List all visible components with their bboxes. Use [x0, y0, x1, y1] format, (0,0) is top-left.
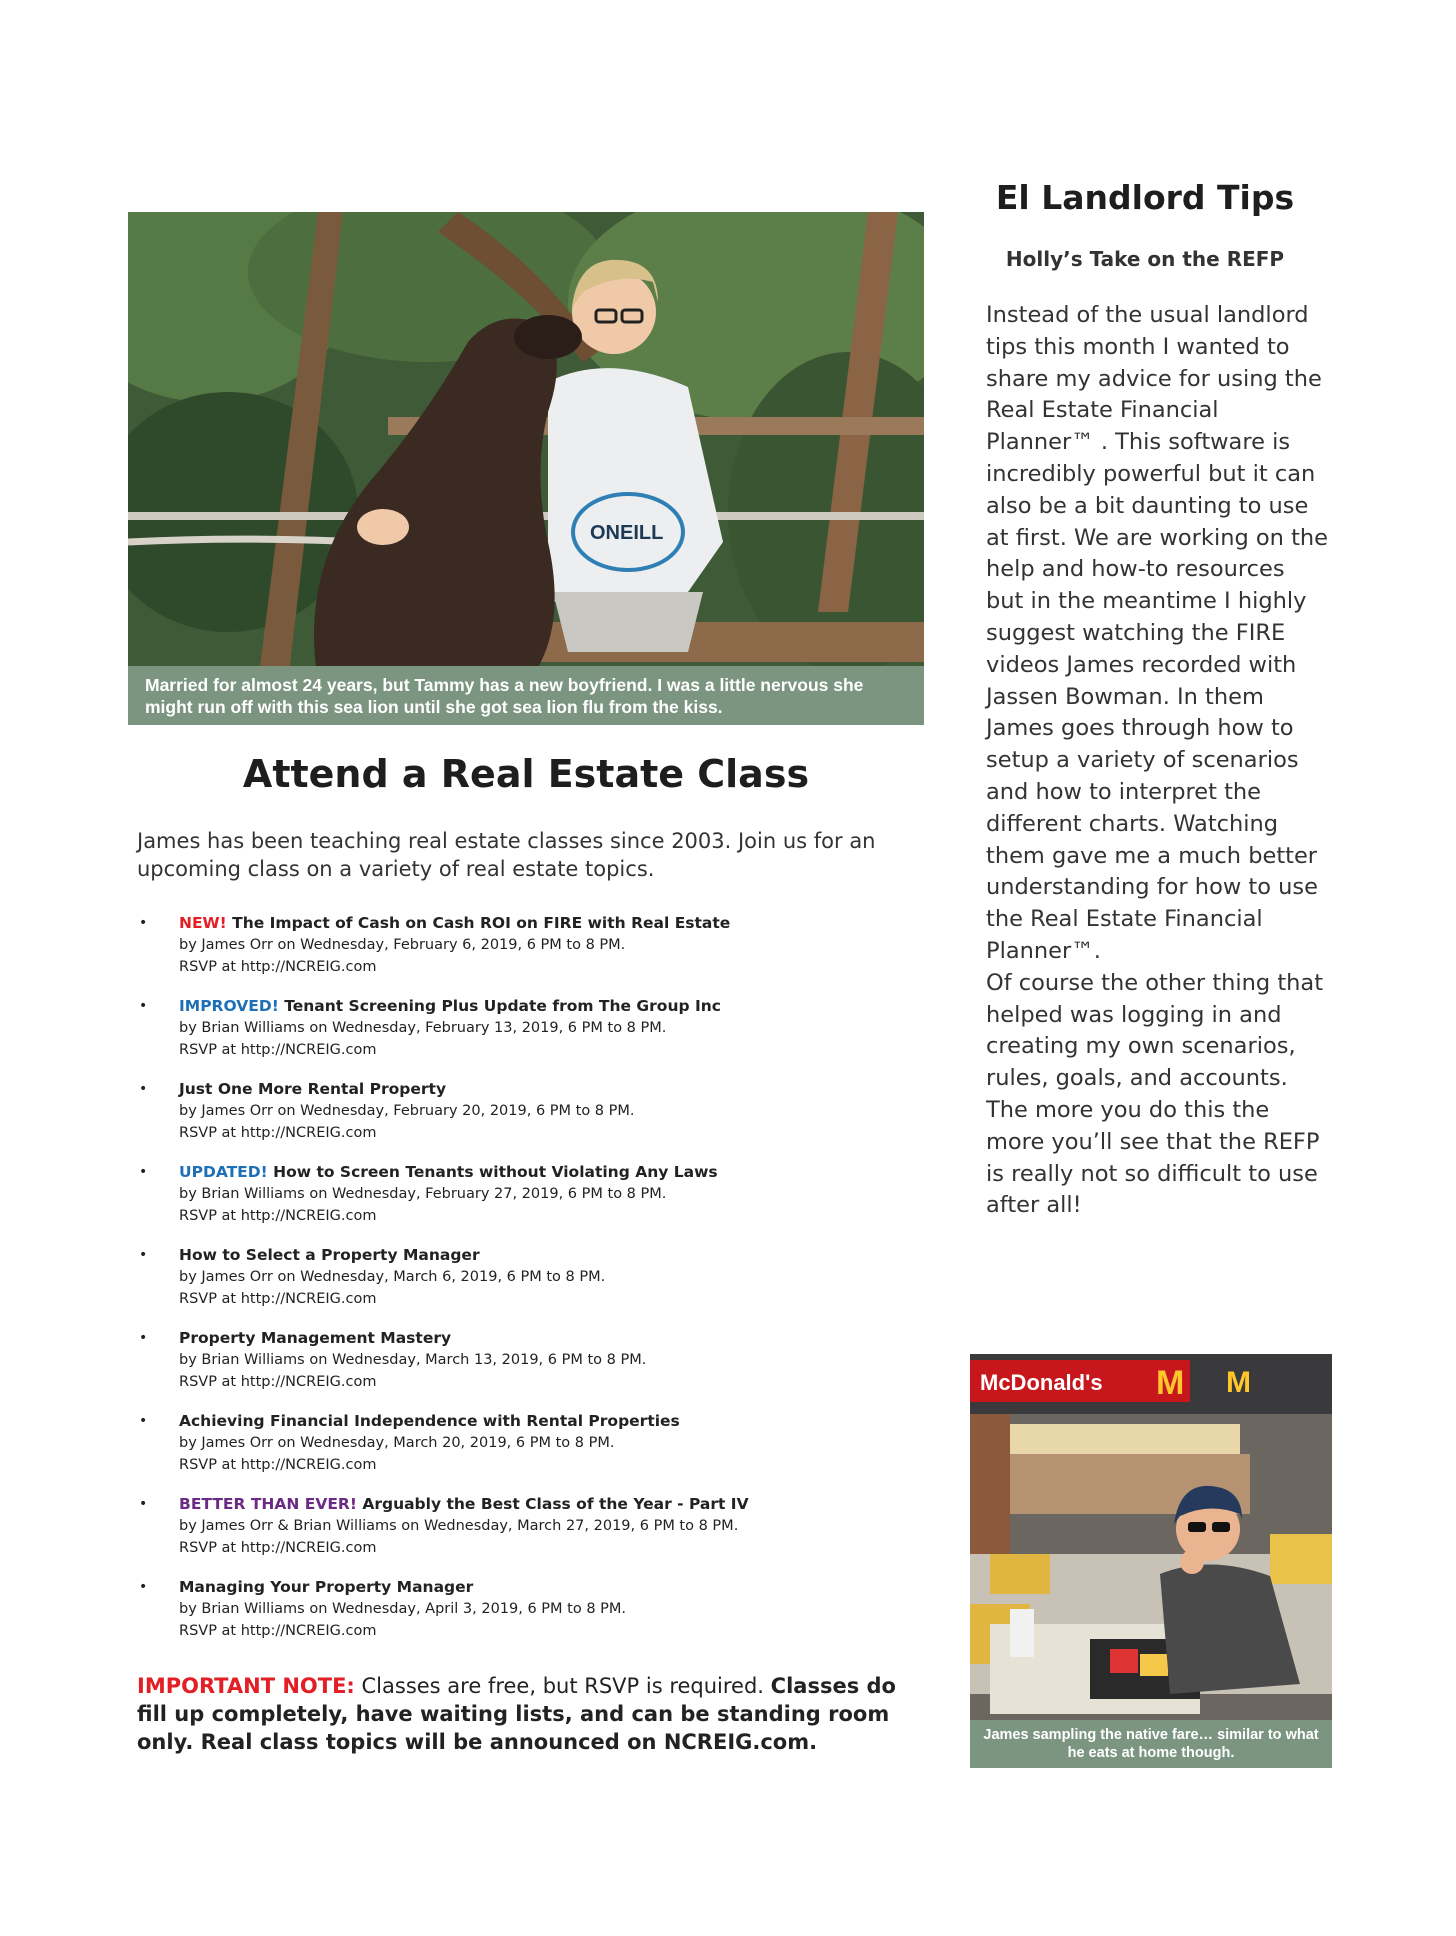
class-byline: by James Orr on Wednesday, February 6, 2019, 6 PM to 8 PM.: [179, 937, 626, 953]
class-rsvp-link[interactable]: RSVP at http://NCREIG.com: [179, 1291, 377, 1307]
class-title-text: Arguably the Best Class of the Year - Part IV: [362, 1495, 749, 1513]
important-note-label: IMPORTANT NOTE:: [137, 1674, 355, 1698]
class-title: Achieving Financial Independence with Rental Properties: [179, 1412, 680, 1430]
tips-heading: El Landlord Tips: [995, 178, 1295, 217]
class-title-text: Tenant Screening Plus Update from The Group Inc: [284, 997, 721, 1015]
class-title: [179, 1493, 917, 1515]
class-title: [179, 1161, 917, 1183]
class-rsvp-link[interactable]: RSVP at http://NCREIG.com: [179, 1457, 377, 1473]
svg-text:M: M: [1226, 1366, 1251, 1399]
mcdonalds-photo: [970, 1354, 1332, 1768]
class-rsvp-link[interactable]: RSVP at http://NCREIG.com: [179, 1623, 377, 1639]
class-byline: by James Orr on Wednesday, February 20, 2019, 6 PM to 8 PM.: [179, 1103, 635, 1119]
class-title-text: How to Screen Tenants without Violating Any Laws: [273, 1163, 718, 1181]
class-item-2: [137, 995, 917, 1078]
class-item-9: [137, 1576, 917, 1659]
list-bullet: •: [139, 1247, 148, 1263]
list-bullet: •: [139, 1496, 148, 1512]
class-item-1: [137, 912, 917, 995]
mcdonalds-photo-caption: James sampling the native fare… similar to what he eats at home though.: [970, 1720, 1332, 1768]
class-byline: by Brian Williams on Wednesday, February 27, 2019, 6 PM to 8 PM.: [179, 1186, 667, 1202]
mcdonalds-photo-illustration: [970, 1354, 1332, 1768]
better-than-ever-tag: BETTER THAN EVER!: [179, 1495, 357, 1513]
class-item-4: [137, 1161, 917, 1244]
class-title: Managing Your Property Manager: [179, 1578, 474, 1596]
list-bullet: •: [139, 1164, 148, 1180]
class-byline: by James Orr on Wednesday, March 6, 2019, 6 PM to 8 PM.: [179, 1269, 606, 1285]
class-list: [137, 912, 917, 1659]
mcdonalds-sign-text: McDonald's: [980, 1370, 1103, 1395]
list-bullet: •: [139, 1081, 148, 1097]
list-bullet: •: [139, 915, 148, 931]
class-item-6: [137, 1327, 917, 1410]
svg-text:M: M: [1156, 1364, 1185, 1402]
tips-paragraph-2: Of course the other thing that helped was logging in and creating my own scenarios, rules, goals, and accounts. The more you do this the more you’ll see that the REFP is really not so difficult to use after all!: [986, 969, 1324, 1219]
sea-lion-photo: [128, 212, 924, 725]
important-note: [137, 1672, 917, 1756]
class-byline: by James Orr & Brian Williams on Wednesday, March 27, 2019, 6 PM to 8 PM.: [179, 1518, 739, 1534]
updated-tag: UPDATED!: [179, 1163, 268, 1181]
class-title: Just One More Rental Property: [179, 1080, 447, 1098]
class-rsvp-link[interactable]: RSVP at http://NCREIG.com: [179, 1208, 377, 1224]
class-byline: by Brian Williams on Wednesday, February 13, 2019, 6 PM to 8 PM.: [179, 1020, 667, 1036]
class-section-heading: Attend a Real Estate Class: [242, 752, 810, 796]
class-rsvp-link[interactable]: RSVP at http://NCREIG.com: [179, 1374, 377, 1390]
class-byline: by Brian Williams on Wednesday, March 13, 2019, 6 PM to 8 PM.: [179, 1352, 647, 1368]
class-title: [179, 995, 917, 1017]
class-title-text: The Impact of Cash on Cash ROI on FIRE with Real Estate: [232, 914, 731, 932]
class-title: [179, 912, 917, 934]
new-tag: NEW!: [179, 914, 227, 932]
sea-lion-photo-illustration: [128, 212, 924, 725]
class-item-3: [137, 1078, 917, 1161]
list-bullet: •: [139, 1579, 148, 1595]
list-bullet: •: [139, 998, 148, 1014]
important-note-text: Classes are free, but RSVP is required.: [354, 1674, 771, 1698]
class-title: Property Management Mastery: [179, 1329, 452, 1347]
class-item-7: [137, 1410, 917, 1493]
list-bullet: •: [139, 1330, 148, 1346]
class-item-5: [137, 1244, 917, 1327]
class-rsvp-link[interactable]: RSVP at http://NCREIG.com: [179, 1042, 377, 1058]
class-title: How to Select a Property Manager: [179, 1246, 480, 1264]
tips-subheading: Holly’s Take on the REFP: [1005, 247, 1285, 271]
class-byline: by James Orr on Wednesday, March 20, 2019, 6 PM to 8 PM.: [179, 1435, 615, 1451]
shirt-logo-text: ONEILL: [590, 522, 664, 544]
class-rsvp-link[interactable]: RSVP at http://NCREIG.com: [179, 959, 377, 975]
class-item-8: [137, 1493, 917, 1576]
class-byline: by Brian Williams on Wednesday, April 3, 2019, 6 PM to 8 PM.: [179, 1601, 627, 1617]
class-rsvp-link[interactable]: RSVP at http://NCREIG.com: [179, 1125, 377, 1141]
tips-body: [986, 300, 1328, 1222]
important-note-bold: Classes do fill up completely, have waiting lists, and can be standing room only. Real class topics will be announced on NCREIG.com.: [137, 1674, 896, 1754]
improved-tag: IMPROVED!: [179, 997, 279, 1015]
tips-paragraph-1: Instead of the usual landlord tips this month I wanted to share my advice for using the Real Estate Financial Planner™ . This software is incredibly powerful but it can also be a bit daunting to use at first. We are working on the help and how-to resources but in the meantime I highly suggest watching the FIRE videos James recorded with Jassen Bowman. In them James goes through how to setup a variety of scenarios and how to interpret the different charts. Watching them gave me a much better understanding for how to use the Real Estate Financial Planner™.: [986, 302, 1328, 964]
sea-lion-photo-caption: Married for almost 24 years, but Tammy has a new boyfriend. I was a little nervous she might run off with this sea lion until she got sea lion flu from the kiss.: [128, 666, 924, 725]
class-rsvp-link[interactable]: RSVP at http://NCREIG.com: [179, 1540, 377, 1556]
list-bullet: •: [139, 1413, 148, 1429]
class-section-intro: James has been teaching real estate classes since 2003. Join us for an upcoming class on a variety of real estate topics.: [137, 829, 876, 881]
